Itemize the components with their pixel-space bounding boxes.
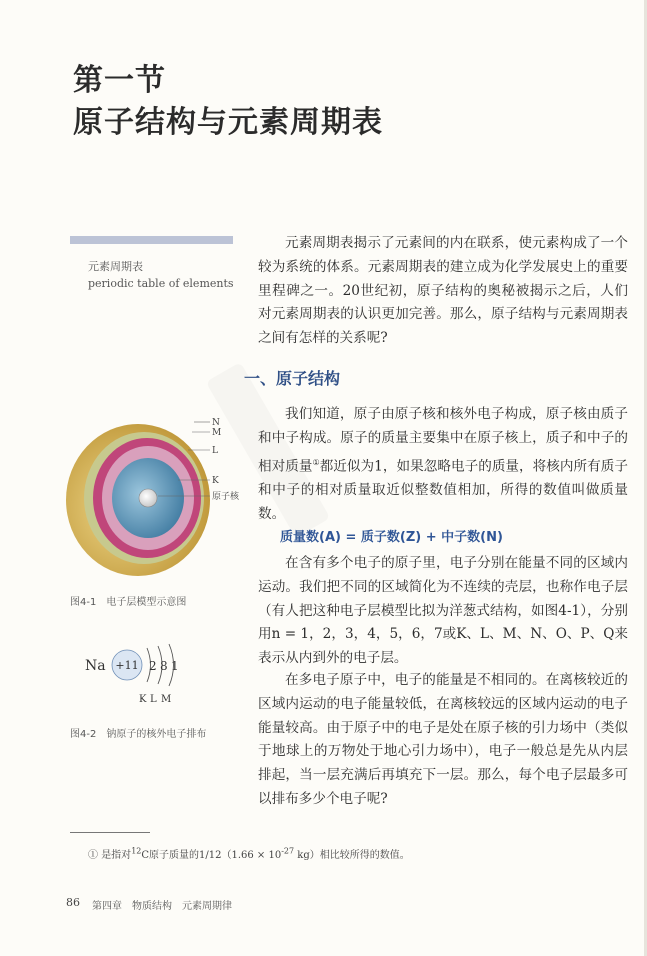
figure-4-1-caption: 图4-1 电子层模型示意图 [70, 597, 187, 608]
nucleus [139, 489, 157, 507]
element-symbol: Na [85, 658, 106, 674]
sidebar-term-chinese: 元素周期表 [88, 260, 143, 273]
section-number: 第一节 [73, 63, 166, 98]
sodium-electron-arrangement-figure [85, 640, 195, 706]
sidebar-accent-bar [70, 236, 233, 244]
intro-paragraph: 元素周期表揭示了元素间的内在联系，使元素构成了一个较为系统的体系。元素周期表的建立成为化学发展史上的重要里程碑之一。20世纪初，原子结构的奥秘被揭示之后，人们对元素周期表的认识更加完善。那么，原子结构与元素周期表之间有怎样的关系呢? [258, 235, 628, 347]
shell-label-l: L [212, 446, 218, 456]
footnote-text: C原子质量的1/12（1.66 × 10 [141, 850, 282, 861]
section-heading: 一、原子结构 [244, 369, 341, 388]
sidebar-term-english: periodic table of elements [88, 277, 234, 290]
paragraph-electron-energy: 在多电子原子中，电子的能量是不相同的。在离核较近的区域内运动的电子能量较低，在离核较远的区域内运动的电子能量较高。由于原子中的电子是处在原子核的引力场中（类似于地球上的万物处于地心引力场中），电子一般总是先从内层排起，当一层充满后再填充下一层。那么，每个电子层最多可以排布多少个电子呢? [258, 672, 628, 807]
isotope-superscript: 12 [131, 846, 142, 856]
shell-label-k: K [212, 476, 219, 486]
shell-label-n: N [212, 418, 220, 428]
paragraph-text: 我们知道，原子由原子核和核外电子构成，原子核由质子和中子构成。原子的质量主要集中在原子核上，质子和中子的相对质量 [258, 406, 628, 475]
shell-letter-k: K [139, 694, 147, 705]
paragraph-atomic-structure [258, 403, 628, 527]
electron-shell-model-figure [60, 410, 250, 580]
paragraph-text: 都近似为1，如果忽略电子的质量，将核内所有质子和中子的相对质量取近似整数值相加，所得的数值叫做质量数。 [258, 458, 628, 522]
shell-letter-l: L [150, 694, 157, 705]
electron-count-k: 2 [149, 659, 157, 673]
footnote-divider [70, 832, 150, 833]
page-number: 86 [66, 896, 80, 909]
footnote-marker: ① [88, 850, 98, 861]
footnote-text: 是指对 [101, 850, 132, 861]
shell-letter-m: M [161, 694, 172, 705]
nucleus-label: 原子核 [212, 492, 240, 502]
mass-number-formula: 质量数(A) = 质子数(Z) + 中子数(N) [280, 530, 503, 545]
page-title: 原子结构与元素周期表 [73, 105, 383, 140]
figure-4-2-caption: 图4-2 钠原子的核外电子排布 [70, 729, 207, 740]
electron-count-l: 8 [160, 659, 168, 673]
footnote [88, 846, 410, 861]
shell-label-m: M [212, 428, 222, 438]
nuclear-charge: +11 [115, 659, 139, 672]
electron-count-m: 1 [171, 659, 179, 673]
exponent-superscript: -27 [281, 846, 295, 856]
chapter-running-head: 第四章 物质结构 元素周期律 [92, 901, 232, 912]
footnote-reference: ① [312, 457, 320, 467]
paragraph-electron-shells: 在含有多个电子的原子里，电子分别在能量不同的区域内运动。我们把不同的区域简化为不连续的壳层，也称作电子层（有人把这种电子层模型比拟为洋葱式结构，如图4-1），分别用n = 1，2，3，4，5，6，7或K、L、M、N、O、P、Q来表示从内到外的电子层。 [258, 555, 628, 667]
footnote-text: kg）相比较所得的数值。 [294, 850, 410, 861]
